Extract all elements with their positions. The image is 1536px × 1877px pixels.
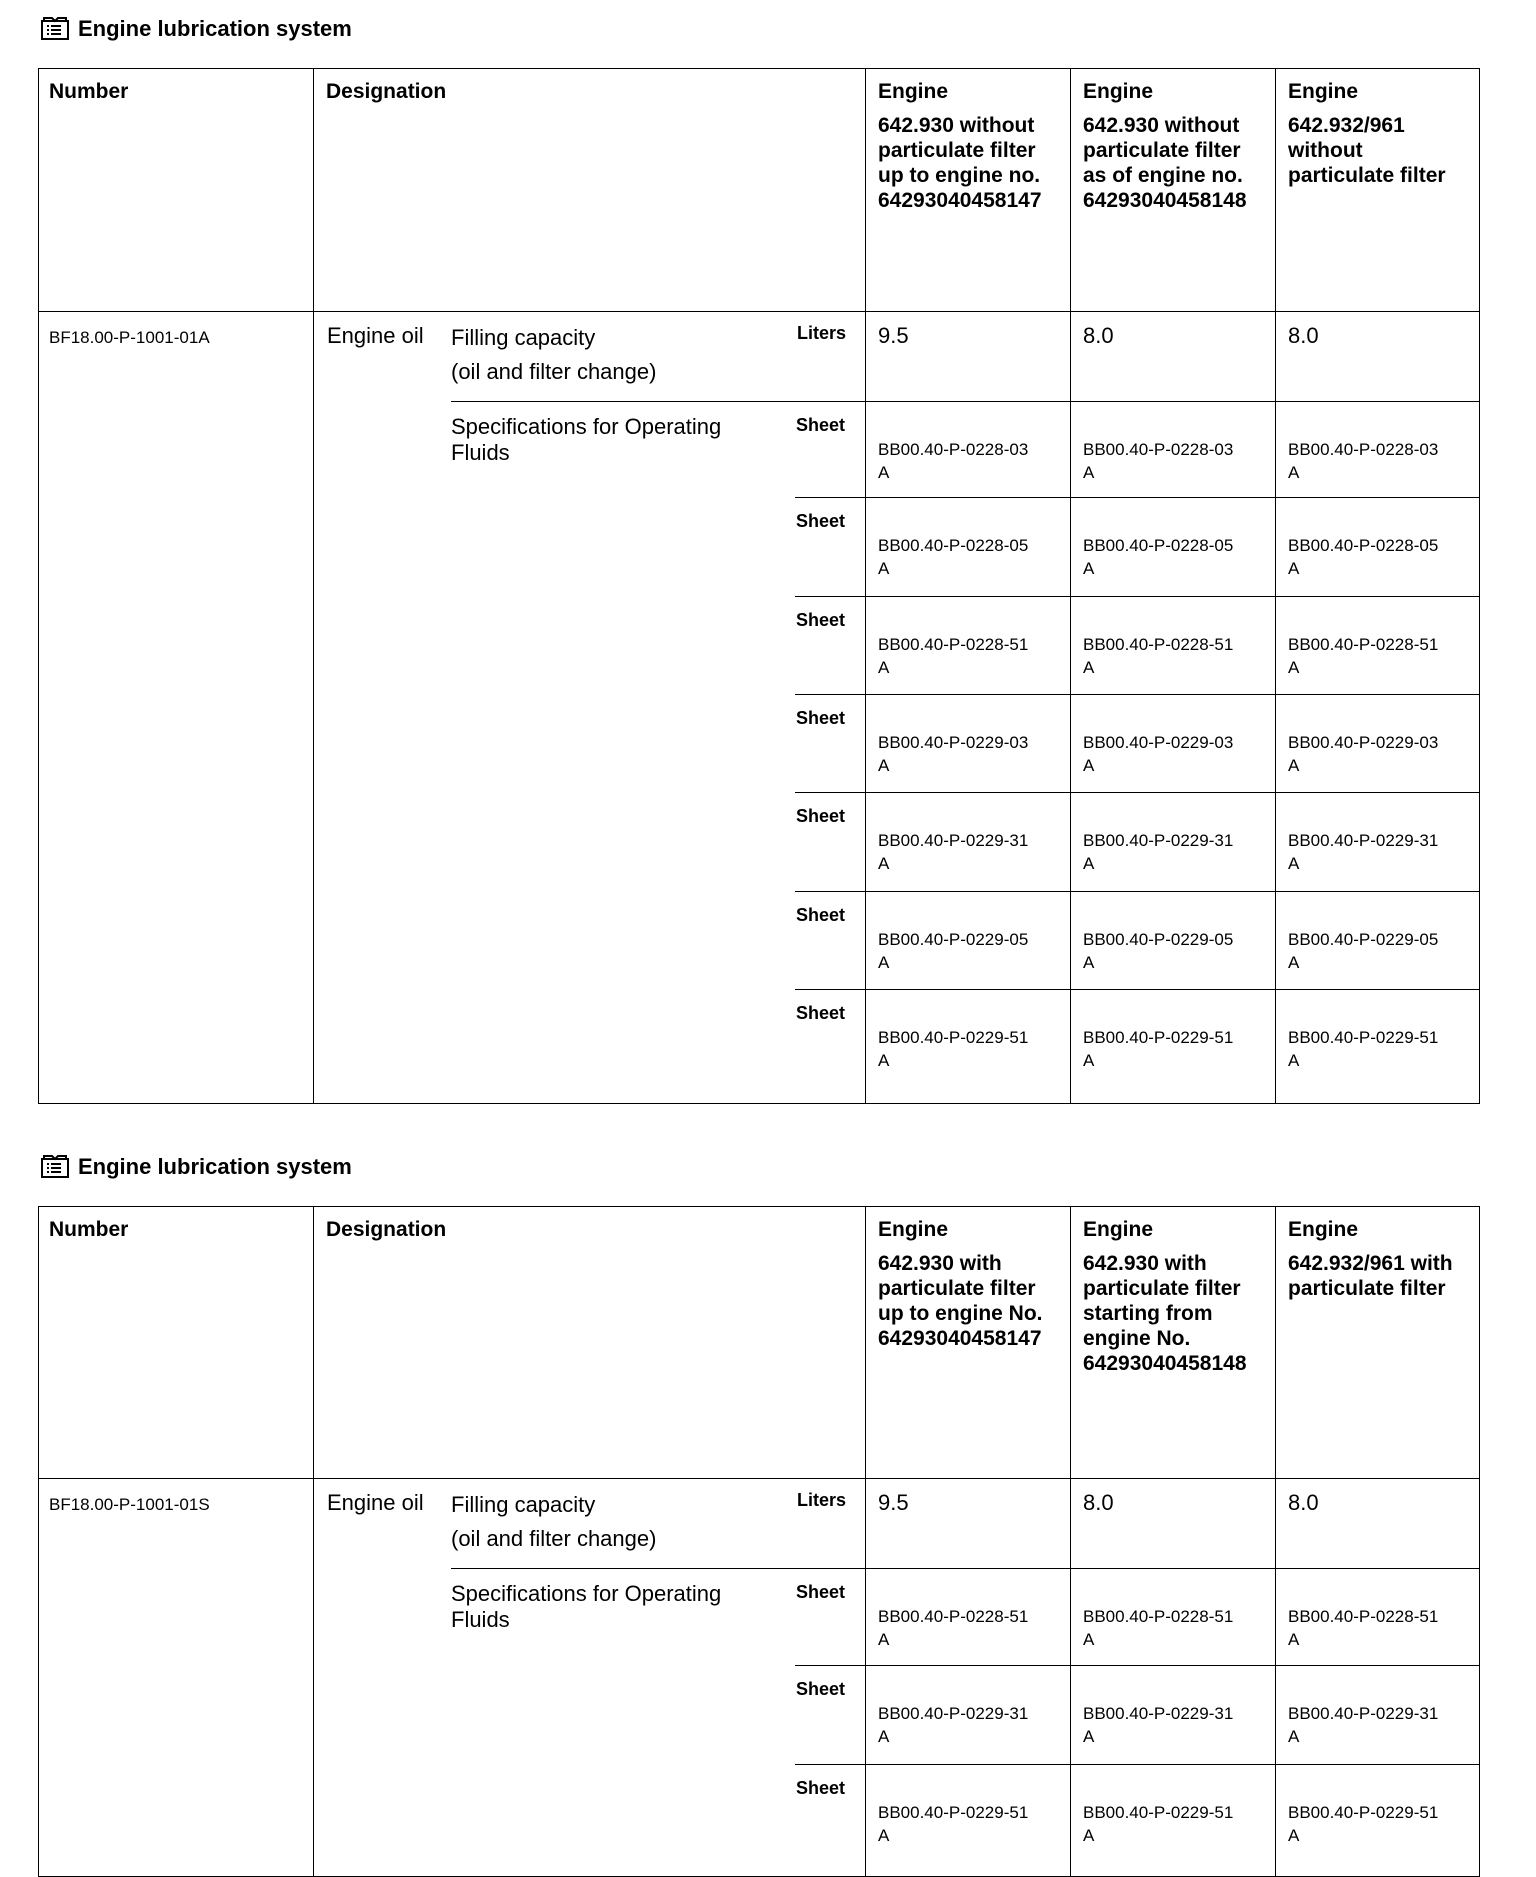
section-title <box>40 1154 352 1180</box>
header-divider <box>39 1478 1479 1479</box>
sheet-reference: BB00.40-P-0229-31 A <box>1083 831 1234 873</box>
sheet-reference: BB00.40-P-0229-51 A <box>878 1028 1029 1070</box>
row-divider <box>795 1665 1479 1666</box>
filling-value: 9.5 <box>878 1490 909 1515</box>
sheet-label: Sheet <box>796 1582 846 1602</box>
filling-value: 8.0 <box>1083 323 1114 348</box>
sheet-reference: BB00.40-P-0229-51 A <box>1083 1028 1234 1070</box>
sheet-reference: BB00.40-P-0229-31 A <box>878 1704 1029 1746</box>
sheet-label: Sheet <box>796 708 846 728</box>
section-title-text: Engine lubrication system <box>78 1154 352 1179</box>
header-engine-desc: 642.930 with particulate filter starting from engine No. 64293040458148 <box>1083 1252 1247 1375</box>
sheet-reference: BB00.40-P-0229-31 A <box>1288 1704 1439 1746</box>
lubrication-table <box>38 1206 1480 1877</box>
record-number: BF18.00-P-1001-01S <box>49 1495 210 1514</box>
sheet-reference: BB00.40-P-0228-05 A <box>1288 536 1439 578</box>
sheet-reference: BB00.40-P-0229-51 A <box>1288 1803 1439 1845</box>
column-divider <box>1275 69 1276 1103</box>
record-number: BF18.00-P-1001-01A <box>49 328 210 347</box>
sheet-reference: BB00.40-P-0229-05 A <box>878 930 1029 972</box>
sheet-reference: BB00.40-P-0229-31 A <box>878 831 1029 873</box>
sheet-reference: BB00.40-P-0229-05 A <box>1288 930 1439 972</box>
sheet-reference: BB00.40-P-0228-05 A <box>1083 536 1234 578</box>
sheet-reference: BB00.40-P-0229-03 A <box>1083 733 1234 775</box>
filling-unit: Liters <box>797 323 847 343</box>
header-engine-label: Engine <box>1288 80 1359 103</box>
filling-value: 8.0 <box>1288 1490 1319 1515</box>
sheet-reference: BB00.40-P-0228-51 A <box>878 635 1029 677</box>
sheet-reference: BB00.40-P-0229-05 A <box>1083 930 1234 972</box>
header-engine-label: Engine <box>878 80 949 103</box>
column-divider <box>313 1207 314 1876</box>
sheet-reference: BB00.40-P-0228-51 A <box>1288 635 1439 677</box>
sheet-label: Sheet <box>796 806 846 826</box>
header-engine-desc: 642.930 without particulate filter up to engine no. 64293040458147 <box>878 114 1042 212</box>
header-number: Number <box>49 1218 129 1241</box>
row-divider <box>795 1764 1479 1765</box>
header-engine-label: Engine <box>1083 1218 1154 1241</box>
sheet-reference: BB00.40-P-0228-51 A <box>1083 1607 1234 1649</box>
sheet-reference: BB00.40-P-0228-03 A <box>1083 440 1234 482</box>
section-title <box>40 16 352 42</box>
header-engine-desc: 642.930 without particulate filter as of engine no. 64293040458148 <box>1083 114 1247 212</box>
row-divider <box>795 497 1479 498</box>
header-engine-desc: 642.930 with particulate filter up to engine No. 64293040458147 <box>878 1252 1043 1350</box>
manual-book-icon <box>40 1155 70 1179</box>
sheet-reference: BB00.40-P-0229-31 A <box>1288 831 1439 873</box>
column-divider <box>865 69 866 1103</box>
sheet-reference: BB00.40-P-0228-51 A <box>1288 1607 1439 1649</box>
sheet-reference: BB00.40-P-0228-05 A <box>878 536 1029 578</box>
designation-value: Engine oil <box>327 323 424 348</box>
sheet-label: Sheet <box>796 415 846 435</box>
header-engine-label: Engine <box>1083 80 1154 103</box>
row-divider <box>795 891 1479 892</box>
sheet-label: Sheet <box>796 511 846 531</box>
sheet-label: Sheet <box>796 905 846 925</box>
manual-book-icon <box>40 17 70 41</box>
row-divider <box>795 596 1479 597</box>
row-divider <box>451 401 1479 402</box>
specifications-label: Specifications for Operating Fluids <box>451 414 722 465</box>
row-divider <box>795 792 1479 793</box>
sheet-reference: BB00.40-P-0229-51 A <box>1083 1803 1234 1845</box>
sheet-reference: BB00.40-P-0228-51 A <box>1083 635 1234 677</box>
sheet-label: Sheet <box>796 610 846 630</box>
header-designation: Designation <box>326 80 447 103</box>
specifications-label: Specifications for Operating Fluids <box>451 1581 722 1632</box>
sheet-reference: BB00.40-P-0228-03 A <box>1288 440 1439 482</box>
sheet-label: Sheet <box>796 1778 846 1798</box>
filling-value: 8.0 <box>1288 323 1319 348</box>
sheet-reference: BB00.40-P-0229-51 A <box>878 1803 1029 1845</box>
row-divider <box>795 989 1479 990</box>
header-engine-label: Engine <box>878 1218 949 1241</box>
sheet-reference: BB00.40-P-0228-51 A <box>878 1607 1029 1649</box>
row-divider <box>451 1568 1479 1569</box>
header-number: Number <box>49 80 129 103</box>
column-divider <box>1070 69 1071 1103</box>
header-divider <box>39 311 1479 312</box>
sheet-label: Sheet <box>796 1679 846 1699</box>
filling-capacity-label: Filling capacity (oil and filter change) <box>451 1492 657 1551</box>
row-divider <box>795 694 1479 695</box>
lubrication-table <box>38 68 1480 1104</box>
section-title-text: Engine lubrication system <box>78 16 352 41</box>
column-divider <box>313 69 314 1103</box>
filling-value: 8.0 <box>1083 1490 1114 1515</box>
sheet-label: Sheet <box>796 1003 846 1023</box>
header-engine-desc: 642.932/961 with particulate filter <box>1288 1252 1453 1300</box>
sheet-reference: BB00.40-P-0229-31 A <box>1083 1704 1234 1746</box>
filling-capacity-label: Filling capacity (oil and filter change) <box>451 325 657 384</box>
header-designation: Designation <box>326 1218 447 1241</box>
header-engine-label: Engine <box>1288 1218 1359 1241</box>
sheet-reference: BB00.40-P-0229-51 A <box>1288 1028 1439 1070</box>
filling-value: 9.5 <box>878 323 909 348</box>
designation-value: Engine oil <box>327 1490 424 1515</box>
sheet-reference: BB00.40-P-0229-03 A <box>1288 733 1439 775</box>
column-divider <box>865 1207 866 1876</box>
filling-unit: Liters <box>797 1490 847 1510</box>
sheet-reference: BB00.40-P-0228-03 A <box>878 440 1029 482</box>
sheet-reference: BB00.40-P-0229-03 A <box>878 733 1029 775</box>
header-engine-desc: 642.932/961 without particulate filter <box>1288 114 1446 187</box>
